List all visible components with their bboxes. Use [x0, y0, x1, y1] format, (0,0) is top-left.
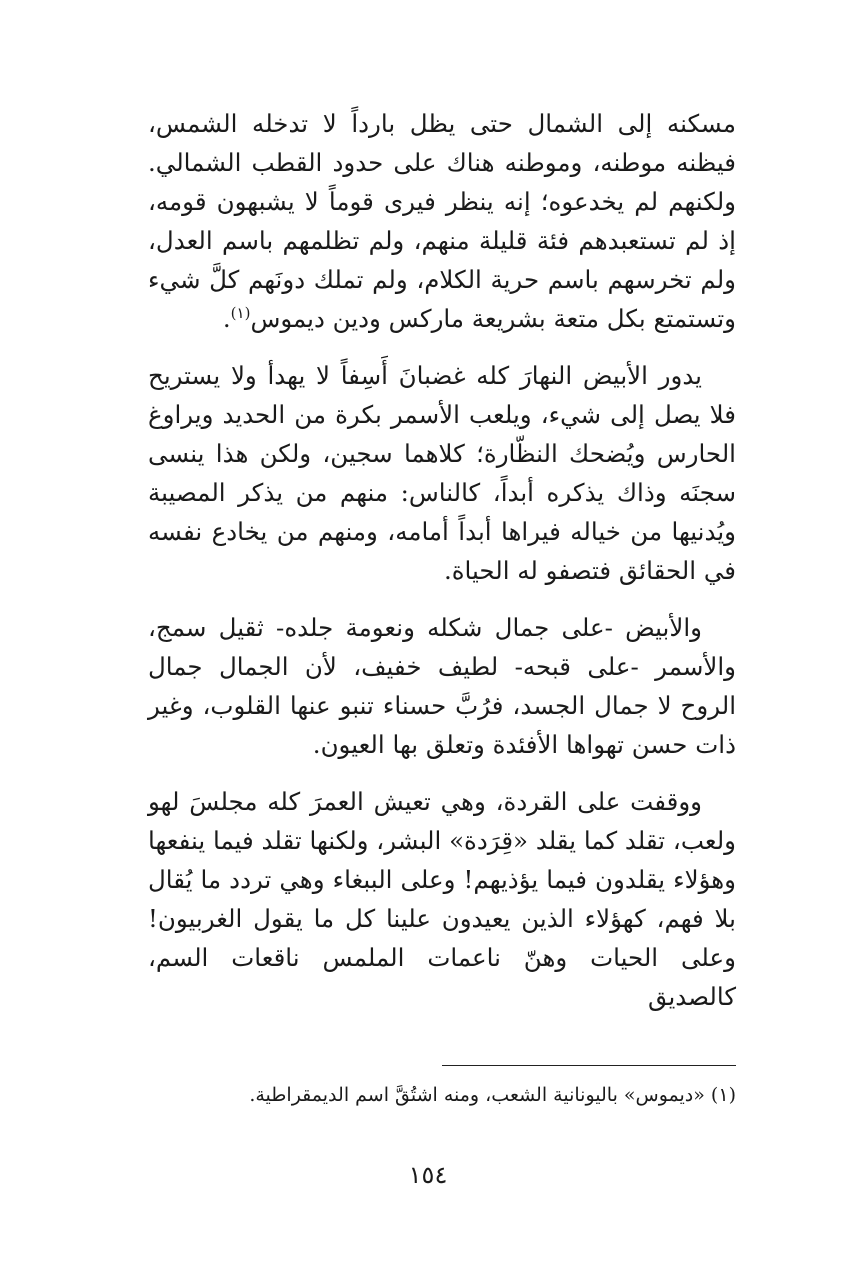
footnote-divider [442, 1065, 736, 1066]
paragraph-4: ووقفت على القردة، وهي تعيش العمرَ كله مجلسَ لهو ولعب، تقلد كما يقلد «قِرَدة» البشر، ولكنها تقلد فيما ينفعها وهؤلاء يقلدون فيما يؤذيهم! وعلى الببغاء وهي تردد ما يُقال بلا فهم، كهؤلاء الذين يعيدون علينا كل ما يقول الغربيون! وعلى الحيات وهنّ ناعمات الملمس ناقعات السم، كالصديق [148, 787, 736, 1011]
footnote-reference[interactable]: (١) [230, 303, 251, 322]
page-number: ١٥٤ [408, 1161, 448, 1189]
paragraph-1-tail: . [222, 304, 231, 333]
paragraph-3: والأبيض -على جمال شكله ونعومة جلده- ثقيل سمج، والأسمر -على قبحه- لطيف خفيف، لأن الجمال جمال الروح لا جمال الجسد، فرُبَّ حسناء تنبو عنها القلوب، وغير ذات حسن تهواها الأفئدة وتعلق بها العيون. [148, 613, 736, 759]
paragraph-1 [148, 104, 736, 338]
footnote: (١) «ديموس» باليونانية الشعب، ومنه اشتُقَّ اسم الديمقراطية. [249, 1084, 736, 1106]
paragraph-1-text: مسكنه إلى الشمال حتى يظل بارداً لا تدخله الشمس، فيظنه موطنه، وموطنه هناك على حدود القطب الشمالي. ولكنهم لم يخدعوه؛ إنه ينظر فيرى قوماً لا يشبهون قومه، إذ لم تستعبدهم فئة قليلة منهم، ولم تظلمهم باسم العدل، ولم تخرسهم باسم حرية الكلام، ولم تملك دونَهم كلَّ شيء وتستمتع بكل متعة بشريعة ماركس ودين ديموس [148, 109, 736, 333]
page-body [148, 104, 736, 1016]
paragraph-2: يدور الأبيض النهارَ كله غضبانَ أَسِفاً لا يهدأ ولا يستريح فلا يصل إلى شيء، ويلعب الأسمر بكرة من الحديد ويراوغ الحارس ويُضحك النظّارة؛ كلاهما سجين، ولكن هذا ينسى سجنَه وذاك يذكره أبداً، كالناس: منهم من يذكر المصيبة ويُدنيها من خياله فيراها أبداً أمامه، ومنهم من يخادع نفسه في الحقائق فتصفو له الحياة. [148, 361, 736, 585]
